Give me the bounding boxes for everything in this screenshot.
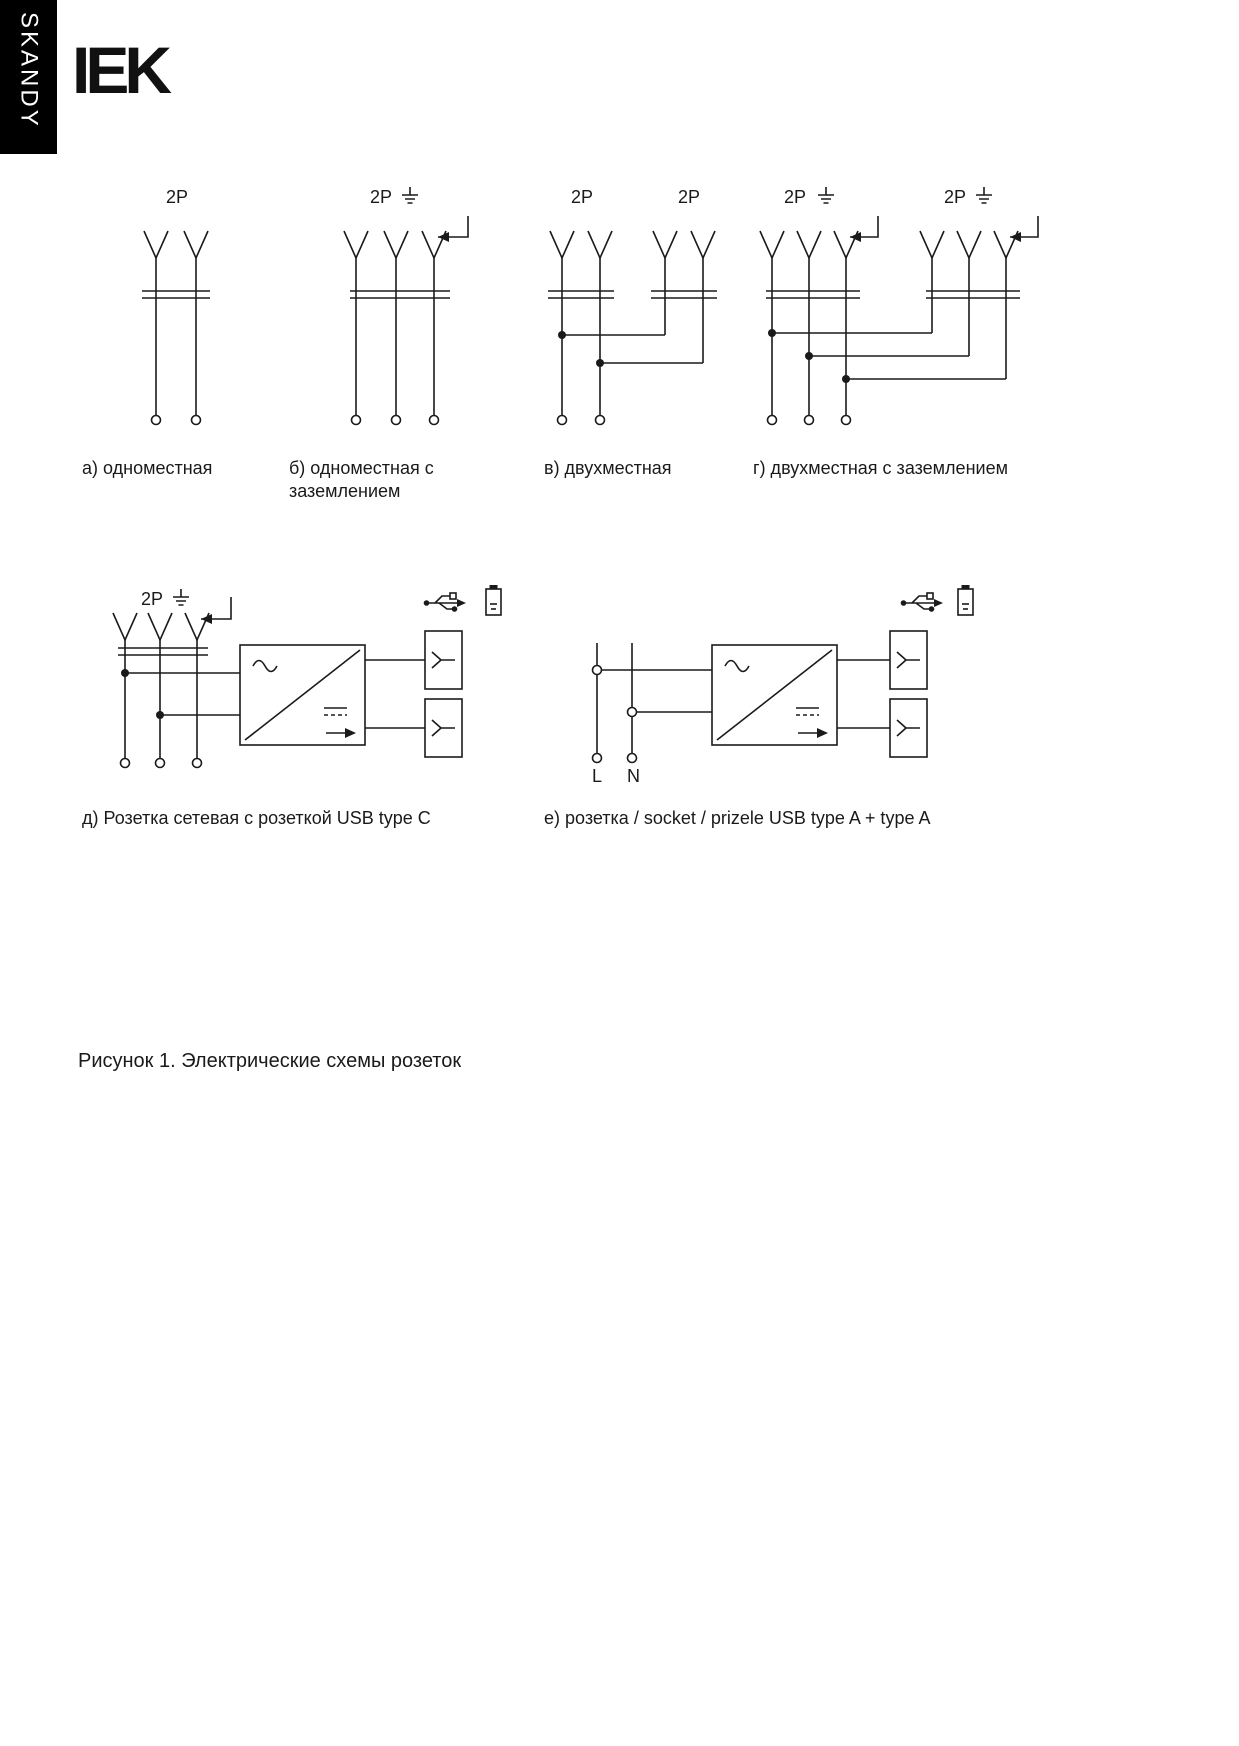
socket-fork-icon (184, 231, 208, 258)
junction-dot (768, 329, 776, 337)
terminal-circle (121, 759, 130, 768)
battery-icon (486, 585, 501, 615)
pole-count-label: 2P (944, 187, 967, 207)
socket-fork-icon (550, 231, 574, 258)
socket-fork-icon (344, 231, 368, 258)
psu-output-wires (365, 660, 425, 728)
terminal-circle (593, 754, 602, 763)
ground-icon (173, 589, 189, 605)
power-supply-box (240, 645, 365, 745)
diagram-g-label: г) двухместная с заземлением (753, 458, 1008, 478)
junction-dot (121, 669, 129, 677)
socket-wires (562, 258, 703, 416)
junction-dot (558, 331, 566, 339)
socket-fork-icon (920, 231, 944, 258)
diagram-e-schematic (538, 583, 988, 808)
terminal-circle (152, 416, 161, 425)
terminal-circle (558, 416, 567, 425)
usb-outlet-box (890, 631, 927, 689)
neutral-terminal-label: N (627, 766, 640, 786)
junction-dot (805, 352, 813, 360)
socket-base-bars (350, 291, 450, 298)
socket-wires (156, 258, 196, 416)
terminal-circle (430, 416, 439, 425)
pole-count-label: 2P (370, 187, 393, 207)
socket-wires (772, 258, 1006, 416)
earth-entry-arrow (850, 216, 878, 242)
iek-logo: IEK (72, 33, 168, 107)
socket-fork-icon (113, 613, 137, 640)
socket-fork-icon (760, 231, 784, 258)
socket-fork-icon (797, 231, 821, 258)
junction-dot (596, 359, 604, 367)
psu-input-wires (602, 670, 713, 712)
socket-fork-icon (144, 231, 168, 258)
socket-base-bars (766, 291, 1020, 298)
terminal-circle (628, 754, 637, 763)
socket-fork-icon (148, 613, 172, 640)
terminal-circle (192, 416, 201, 425)
earth-entry-arrow (201, 597, 231, 624)
diagram-v-schematic (538, 183, 748, 433)
terminal-circle (596, 416, 605, 425)
pole-count-label: 2P (141, 589, 164, 609)
terminal-circle (805, 416, 814, 425)
pole-count-label: 2P (784, 187, 807, 207)
earth-entry-arrow (1010, 216, 1038, 242)
arrow-left-icon (1010, 232, 1021, 242)
diagram-e-label: е) розетка / socket / prizele USB type A + type A (544, 808, 931, 828)
jumper-wires (562, 335, 703, 363)
socket-fork-icon (588, 231, 612, 258)
pole-count-label: 2P (166, 187, 189, 207)
terminal-circle (352, 416, 361, 425)
brand-sidebar-text: SKANDY (15, 12, 43, 129)
socket-wires (125, 640, 197, 759)
diagram-a-schematic (118, 183, 248, 433)
ground-icon (402, 187, 418, 203)
supply-wires (597, 643, 632, 754)
socket-wires (356, 258, 434, 416)
ground-icon (976, 187, 992, 203)
diagram-a-label: а) одноместная (82, 458, 213, 478)
socket-fork-icon (653, 231, 677, 258)
usb-outlet-box (425, 631, 462, 689)
arrow-left-icon (201, 614, 212, 624)
psu-output-wires (837, 660, 890, 728)
diagram-g-schematic (752, 183, 1052, 433)
diagram-v-label: в) двухместная (544, 458, 672, 478)
socket-base-bars (142, 291, 210, 298)
socket-fork-icon (957, 231, 981, 258)
usb-outlet-box (425, 699, 462, 757)
diagram-b-schematic (338, 183, 488, 433)
usb-icon (424, 593, 466, 612)
socket-base-bars (118, 648, 208, 655)
arrow-left-icon (850, 232, 861, 242)
usb-outlet-box (890, 699, 927, 757)
tap-terminal-circle (628, 708, 637, 717)
line-terminal-label: L (592, 766, 603, 786)
diagram-d-schematic (78, 583, 518, 793)
psu-input-wires (125, 673, 240, 715)
socket-base-bars (548, 291, 717, 298)
battery-icon (958, 585, 973, 615)
arrow-left-icon (438, 232, 449, 242)
terminal-circle (842, 416, 851, 425)
pole-count-label: 2P (678, 187, 701, 207)
terminal-circle (193, 759, 202, 768)
socket-fork-icon (691, 231, 715, 258)
usb-icon (901, 593, 943, 612)
junction-dot (842, 375, 850, 383)
figure-caption: Рисунок 1. Электрические схемы розеток (78, 1050, 462, 1072)
diagram-b-label: б) одноместная с заземлением (289, 458, 434, 502)
socket-fork-icon (384, 231, 408, 258)
brand-sidebar (0, 0, 57, 154)
earth-entry-arrow (438, 216, 468, 242)
terminal-circle (768, 416, 777, 425)
junction-dot (156, 711, 164, 719)
diagram-d-label: д) Розетка сетевая с розеткой USB type C (82, 808, 431, 828)
terminal-circle (392, 416, 401, 425)
tap-terminal-circle (593, 666, 602, 675)
pole-count-label: 2P (571, 187, 594, 207)
ground-icon (818, 187, 834, 203)
terminal-circle (156, 759, 165, 768)
power-supply-box (712, 645, 837, 745)
